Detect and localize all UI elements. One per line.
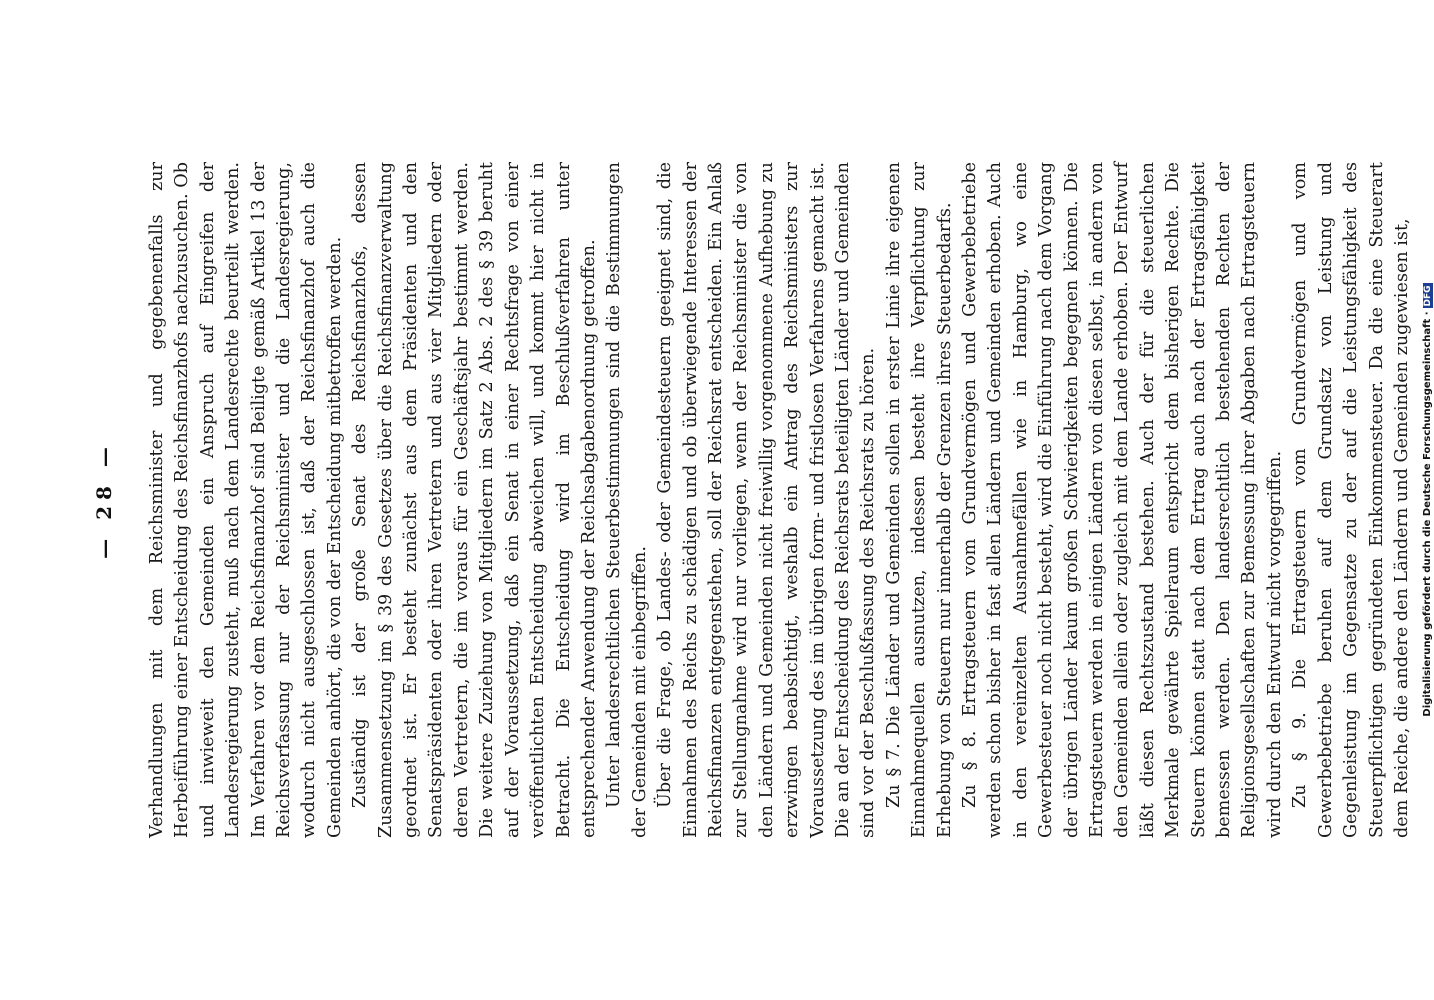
- paragraph: Über die Frage, ob Landes- oder Gemeindesteuern geeignet sind, die Einnahmen des Reichs zu schädigen und ob überwiegende Interessen der Reichsfinanzen entgegenstehen, soll der Reichsrat entscheiden. Ein Anlaß zur Stellungnahme wird nur vorliegen, wenn der Reichsminister die von den Ländern und Gemeinden nicht freiwillig vorgenommene Aufhebung zu erzwingen beabsichtigt, weshalb ein Antrag des Reichsministers zur Voraussetzung des im übrigen form- und fristlosen Verfahrens gemacht ist. Die an der Entscheidung des Reichsrats beteiligten Länder und Gemeinden sind vor der Beschlußfassung des Reichsrats zu hören.: [655, 162, 879, 838]
- paragraph: Unter landesrechtlichen Steuerbestimmungen sind die Bestimmungen der Gemeinden mit einbegriffen.: [604, 162, 650, 838]
- page-number-header: — 28 —: [92, 441, 116, 559]
- paragraph: Zu § 8. Ertragsteuern vom Grundvermögen und Gewerbebetriebe werden schon bisher in fast allen Ländern und Gemeinden erhoben. Auch in den vereinzelten Ausnahmefällen wie in Hamburg, wo eine Gewerbesteuer noch nicht besteht, wird die Einführung nach dem Vorgang der übrigen Länder kaum großen Schwierigkeiten begegnen können. Die Ertragsteuern werden in einigen Ländern von diesen selbst, in andern von den Gemeinden allein oder zugleich mit dem Lande erhoben. Der Entwurf läßt diesen Rechtszustand bestehen. Auch der für die steuerlichen Merkmale gewährte Spielraum entspricht dem bisherigen Rechte. Die Steuern können statt nach dem Ertrag auch nach der Ertragsfähigkeit bemessen werden. Den landesrechtlich bestehenden Rechten der Religionsgesellschaften zur Bemessung ihrer Abgaben nach Ertragsteuern wird durch den Entwurf nicht vorgegriffen.: [960, 162, 1285, 838]
- funding-note: Digitalisierung gefördert durch die Deutsche Forschungsgemeinschaft ·: [1422, 311, 1433, 717]
- dfg-footer: [1422, 0, 1433, 1000]
- paragraph: Verhandlungen mit dem Reichsminister und gegebenenfalls zur Herbeiführung einer Entscheidung des Reichsfinanzhofs nachzusuchen. Ob und inwieweit den Gemeinden ein Anspruch auf Eingreifen der Landesregierung zusteht, muß nach dem Landesrechte beurteilt werden. Im Verfahren vor dem Reichsfinanzhof sind Beiligte gemäß Artikel 13 der Reichsverfassung nur der Reichsminister und die Landesregierung, wodurch nicht ausgeschlossen ist, daß der Reichsfinanzhof auch die Gemeinden anhört, die von der Entscheidung mitbetroffen werden.: [147, 162, 345, 838]
- body-text: [145, 162, 1412, 838]
- paragraph: Zuständig ist der große Senat des Reichsfinanzhofs, dessen Zusammensetzung im § 39 des Gesetzes über die Reichsfinanzverwaltung geordnet ist. Er besteht zunächst aus dem Präsidenten und den Senatspräsidenten oder ihren Vertretern und aus vier Mitgliedern oder deren Vertretern, die im voraus für ein Geschäftsjahr bestimmt werden. Die weitere Zuziehung von Mitgliedern im Satz 2 Abs. 2 des § 39 beruht auf der Voraussetzung, daß ein Senat in einer Rechtsfrage von einer veröffentlichten Entscheidung abweichen will, und kommt hier nicht in Betracht. Die Entscheidung wird im Beschlußverfahren unter entsprechender Anwendung der Reichsabgabenordnung getroffen.: [350, 162, 599, 838]
- paragraph: Zu § 9. Die Ertragsteuern vom Grundvermögen und vom Gewerbebetriebe beruhen auf dem Grundsatz von Leistung und Gegenleistung im Gegensatze zu der auf die Leistungsfähigkeit des Steuerpflichtigen gegründeten Einkommensteuer. Da die eine Steuerart dem Reiche, die andere den Ländern und Gemeinden zugewiesen ist,: [1290, 162, 1412, 838]
- dfg-logo: DFG: [1423, 285, 1433, 307]
- paragraph: Zu § 7. Die Länder und Gemeinden sollen in erster Linie ihre eigenen Einnahmequellen ausnutzen, indessen besteht ihre Verpflichtung zur Erhebung von Steuern nur innerhalb der Grenzen ihres Steuerbedarfs.: [883, 162, 955, 838]
